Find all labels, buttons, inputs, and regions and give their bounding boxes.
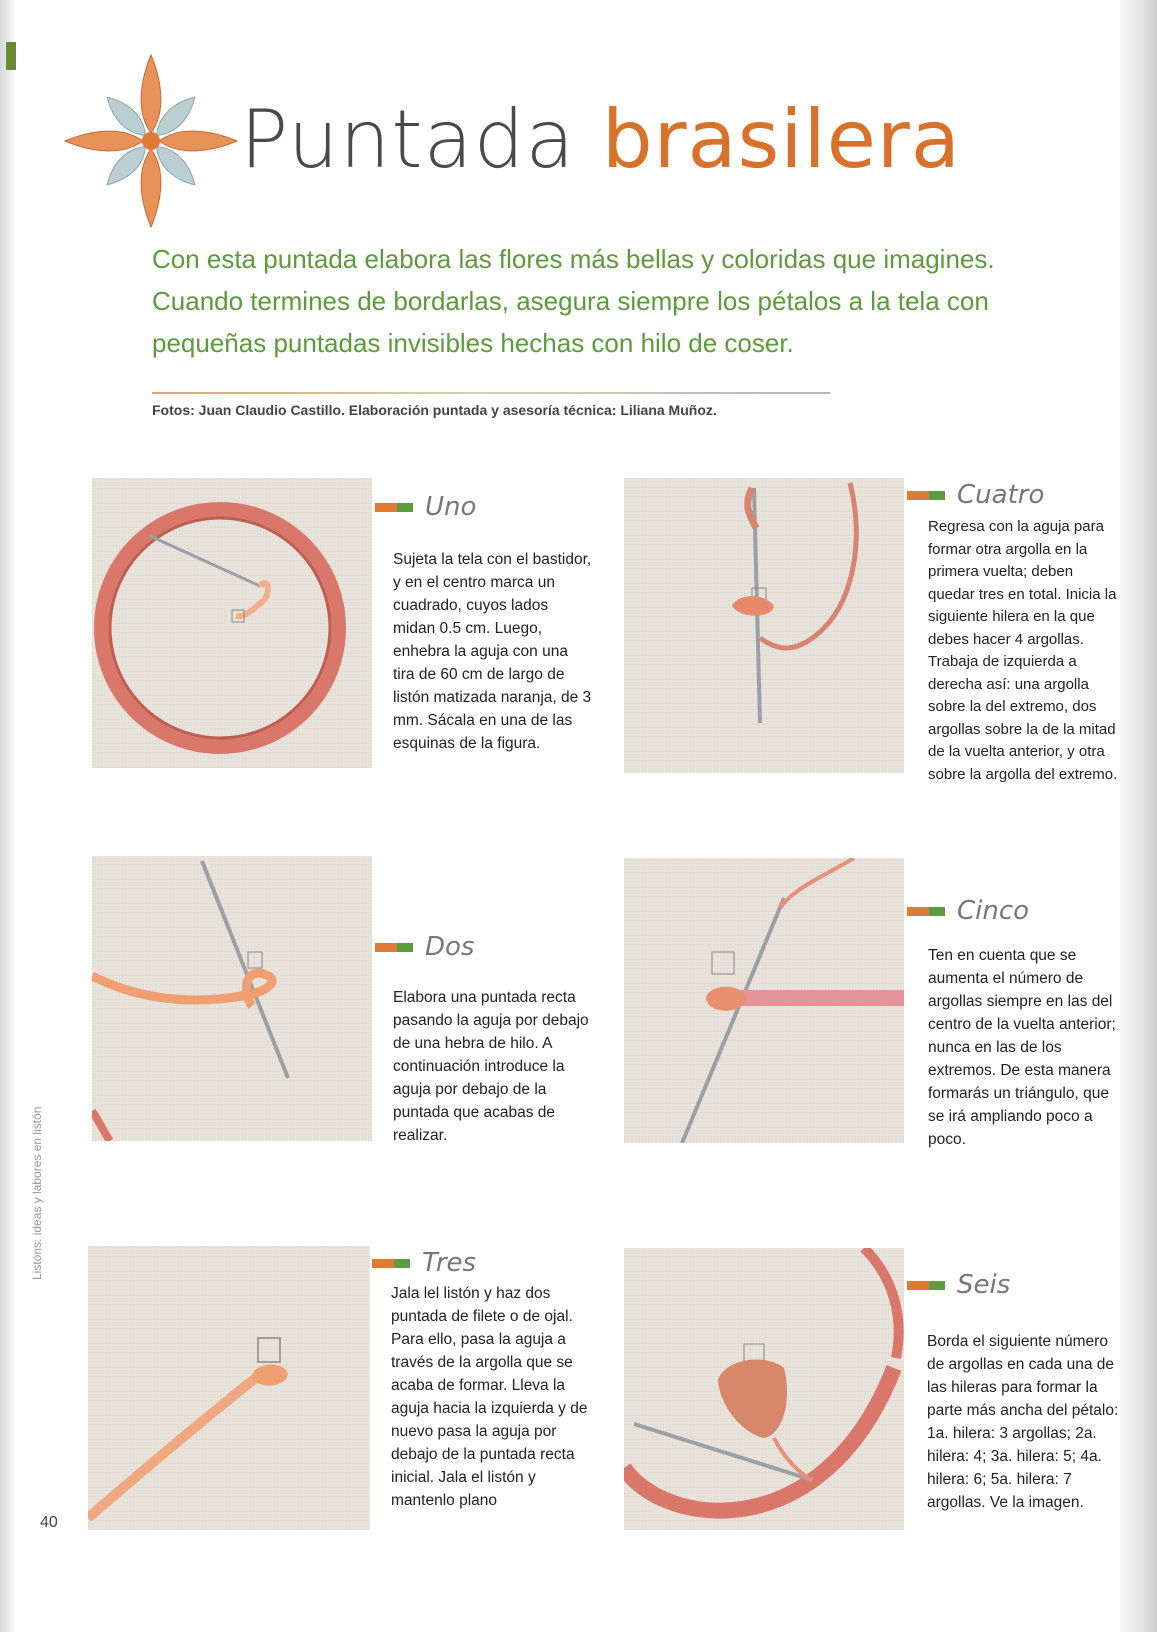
page-title xyxy=(240,93,961,186)
step-3-heading xyxy=(372,1248,476,1278)
intro-paragraph: Con esta puntada elabora las flores más bellas y coloridas que imagines. Cuando termines de bordarlas, asegura siempre los pétalos a la tela con pequeñas puntadas invisibles hechas con hilo de coser. xyxy=(152,244,995,358)
side-running-title: Listóns: ideas y labores en listón xyxy=(30,1106,44,1280)
step-3-name: Tres xyxy=(422,1248,477,1278)
photo-credits: Fotos: Juan Claudio Castillo. Elaboración puntada y asesoría técnica: Liliana Muñoz. xyxy=(152,402,717,418)
green-bar-icon xyxy=(397,503,413,512)
orange-bar-icon xyxy=(375,503,397,512)
green-bar-icon xyxy=(929,491,945,500)
divider xyxy=(152,392,830,394)
green-bar-icon xyxy=(397,943,413,952)
page-number: 40 xyxy=(40,1514,58,1531)
step-6-heading xyxy=(907,1270,1010,1300)
step-2-photo xyxy=(92,856,372,1141)
flower-decoration-icon xyxy=(62,52,240,230)
page-left-edge xyxy=(0,0,14,1632)
step-6-photo xyxy=(624,1248,904,1530)
step-1-heading xyxy=(375,492,476,522)
orange-bar-icon xyxy=(907,491,929,500)
orange-bar-icon xyxy=(907,907,929,916)
step-4-name: Cuatro xyxy=(957,480,1045,510)
step-2-name: Dos xyxy=(425,932,475,962)
step-3-text: Jala lel listón y haz dos puntada de filete o de ojal. Para ello, pasa la aguja a través de la argolla que se acaba de formar. Lleva la aguja hacia la izquierda y de nuevo pasa la aguja por debajo de la puntada recta inicial. Jala el listón y mantenlo plano xyxy=(391,1285,588,1509)
title-part-1: Puntada xyxy=(240,93,576,186)
orange-bar-icon xyxy=(375,943,397,952)
step-5-text: Ten en cuenta que se aumenta el número de argollas siempre en las del centro de la vuelta anterior; nunca en las de los extremos. De esta manera formarás un triángulo, que se irá ampliando poco a poco. xyxy=(928,947,1116,1148)
green-bar-icon xyxy=(394,1259,410,1268)
step-2-heading xyxy=(375,932,474,962)
step-1-text: Sujeta la tela con el bastidor, y en el centro marca un cuadrado, cuyos lados midan 0.5 cm. Luego, enhebra la aguja con una tira de 60 cm de largo de listón matizada naranja, de 3 mm. Sácala en una de las esquinas de la figura. xyxy=(393,551,592,752)
step-2-text: Elabora una puntada recta pasando la aguja por debajo de una hebra de hilo. A continuación introduce la aguja por debajo de la puntada que acabas de realizar. xyxy=(393,989,589,1144)
step-5-heading xyxy=(907,896,1029,926)
title-part-2: brasilera xyxy=(601,93,961,186)
step-3-photo xyxy=(88,1246,370,1530)
page-spine-shadow xyxy=(1119,0,1157,1632)
orange-bar-icon xyxy=(372,1259,394,1268)
step-4-heading xyxy=(907,480,1044,510)
step-6-name: Seis xyxy=(957,1270,1011,1300)
step-1-name: Uno xyxy=(425,492,477,522)
green-bar-icon xyxy=(929,1281,945,1290)
step-1-photo xyxy=(92,478,372,768)
step-6-text: Borda el siguiente número de argollas en cada una de las hileras para formar la parte más ancha del pétalo: 1a. hilera: 3 argollas; 2a. hilera: 4; 3a. hilera: 5; 4a. hilera: 6; 5a. hilera: 7 argollas. Ve la imagen. xyxy=(927,1333,1119,1511)
orange-bar-icon xyxy=(907,1281,929,1290)
step-5-name: Cinco xyxy=(957,896,1030,926)
step-4-text: Regresa con la aguja para formar otra argolla en la primera vuelta; deben quedar tres en total. Inicia la siguiente hilera en la que debes hacer 4 argollas. Trabaja de izquierda a derecha así: una argolla sobre la del extremo, dos argollas sobre la de la mitad de la vuelta anterior, y otra sobre la argolla del extremo. xyxy=(928,518,1118,783)
step-4-photo xyxy=(624,478,904,773)
step-5-photo xyxy=(624,858,904,1143)
green-bar-icon xyxy=(929,907,945,916)
page-tab xyxy=(6,42,16,70)
